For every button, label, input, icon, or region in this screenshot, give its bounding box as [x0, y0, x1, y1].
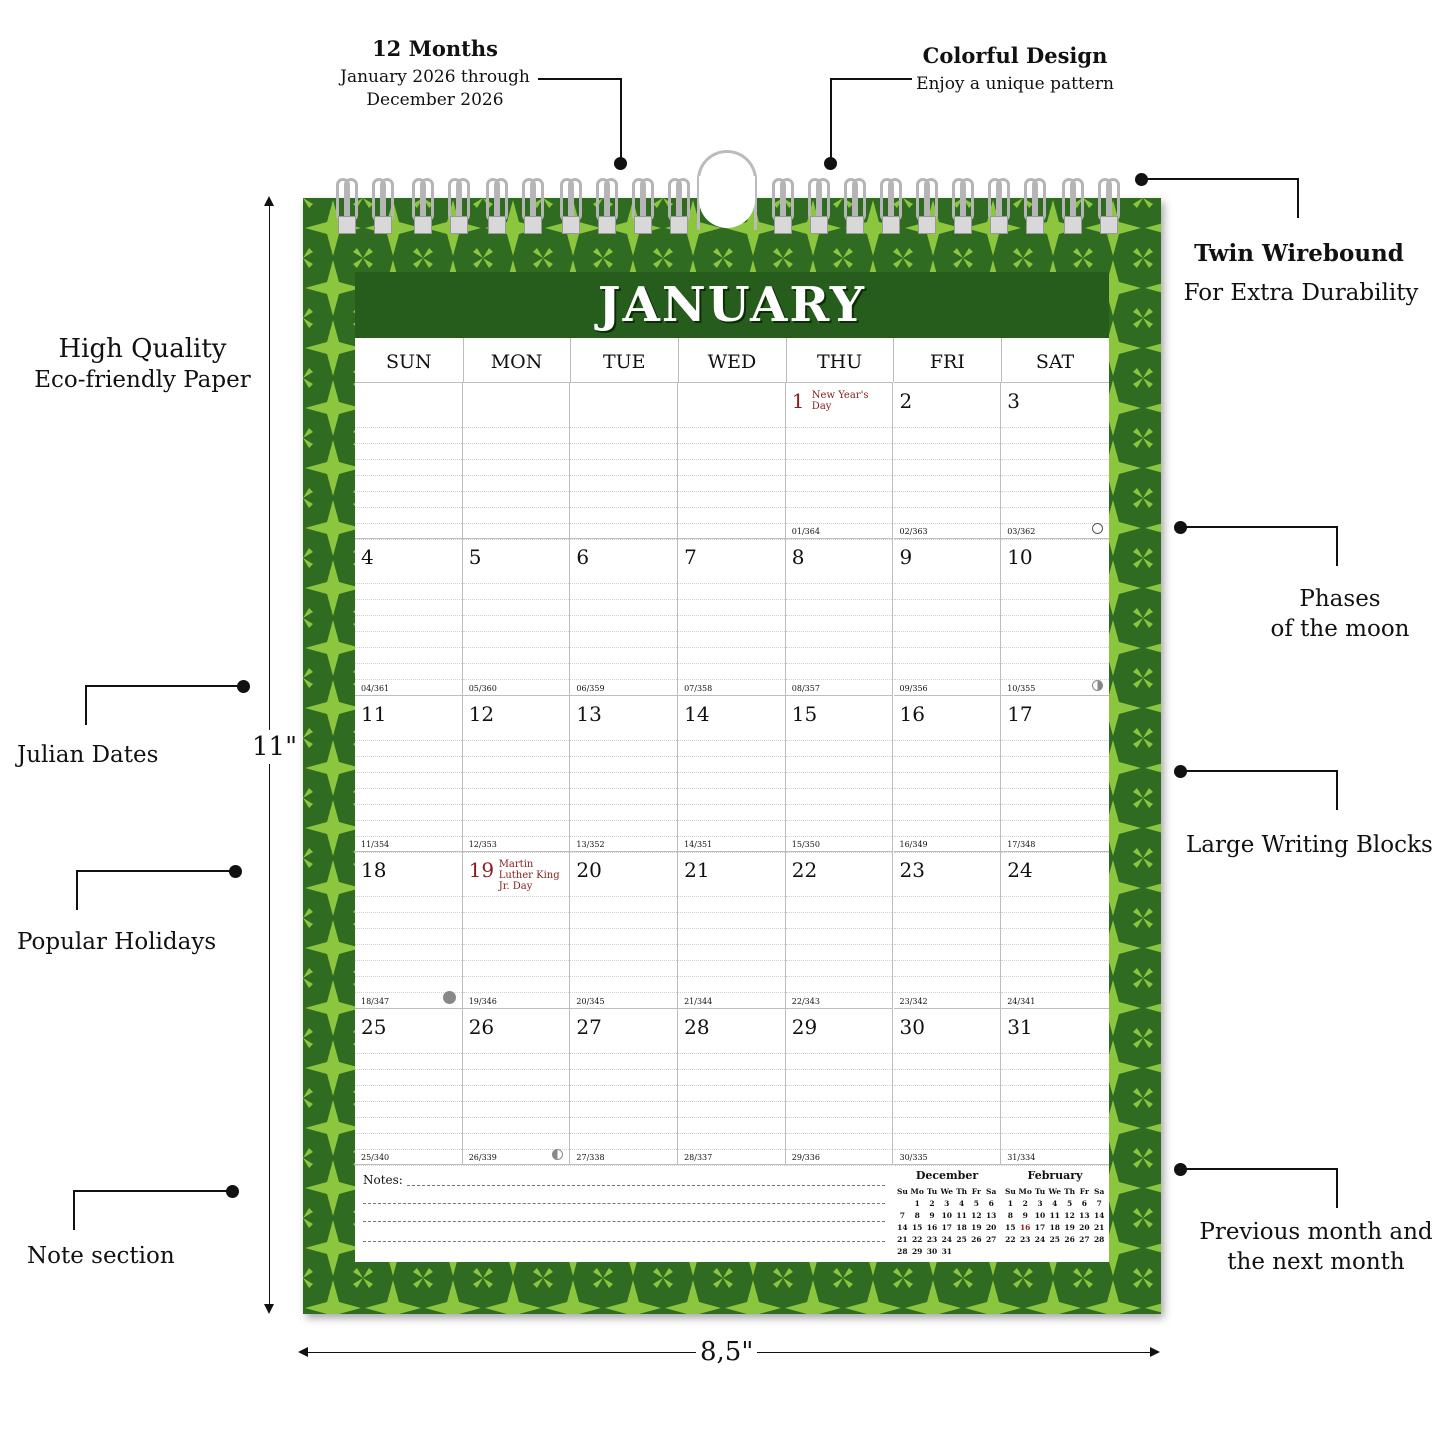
julian-date: 12/353 — [468, 840, 497, 850]
julian-date: 04/361 — [361, 683, 390, 693]
day-number: 30 — [899, 1014, 925, 1039]
day-number: 4 — [361, 545, 374, 570]
prevnext-callout-1: Previous month and — [1199, 1219, 1433, 1245]
moon-phase-icon — [1092, 680, 1103, 691]
julian-date: 24/341 — [1007, 996, 1036, 1006]
julian-date: 29/336 — [791, 1152, 820, 1162]
day-header-thu: THU — [786, 338, 895, 382]
moon-callout-1: Phases — [1299, 586, 1381, 612]
day-number: 3 — [1007, 389, 1020, 413]
moon-phase-icon — [552, 1149, 563, 1160]
day-cell[interactable] — [463, 1008, 571, 1164]
wall-calendar — [303, 198, 1161, 1314]
day-cell[interactable] — [463, 695, 571, 851]
day-cell[interactable] — [894, 695, 1002, 851]
month-title: JANUARY — [597, 277, 867, 333]
day-number: 17 — [1007, 701, 1033, 726]
day-number: 16 — [899, 701, 925, 726]
day-cell[interactable] — [570, 538, 678, 694]
julian-date: 10/355 — [1007, 683, 1036, 693]
julian-date: 31/334 — [1007, 1152, 1036, 1162]
julian-date: 30/335 — [899, 1152, 928, 1162]
julian-date: 09/356 — [899, 683, 928, 693]
day-header-sun: SUN — [355, 338, 464, 382]
day-cell[interactable] — [894, 851, 1002, 1007]
note-callout: Note section — [27, 1243, 175, 1269]
day-header-sat: SAT — [1035, 351, 1075, 373]
day-cell[interactable] — [463, 538, 571, 694]
day-cell[interactable] — [570, 851, 678, 1007]
moon-callout-2: of the moon — [1270, 616, 1410, 642]
julian-date: 02/363 — [899, 527, 928, 537]
day-cell[interactable] — [1001, 695, 1109, 851]
day-number: 28 — [684, 1014, 710, 1039]
julian-date: 19/346 — [468, 996, 497, 1006]
day-cell[interactable] — [355, 851, 463, 1007]
day-number: 9 — [899, 545, 913, 570]
julian-date: 07/358 — [684, 683, 713, 693]
day-header-mon: MON — [463, 338, 572, 382]
day-number: 6 — [576, 545, 590, 570]
julian-date: 05/360 — [468, 683, 497, 693]
julian-date: 27/338 — [576, 1152, 605, 1162]
day-cell[interactable] — [678, 1008, 786, 1164]
day-cell[interactable] — [894, 382, 1002, 538]
writing-callout: Large Writing Blocks — [1186, 832, 1433, 858]
day-cell[interactable] — [786, 695, 894, 851]
day-number: 13 — [576, 701, 602, 726]
day-cell[interactable] — [678, 695, 786, 851]
day-number: 22 — [791, 858, 818, 883]
moon-phase-icon — [443, 991, 456, 1004]
day-number: 21 — [684, 858, 710, 883]
day-cell[interactable] — [894, 538, 1002, 694]
day-number: 15 — [791, 701, 818, 726]
day-cell[interactable] — [1001, 538, 1109, 694]
day-cell[interactable] — [355, 1008, 463, 1164]
width-label: 8,5" — [696, 1337, 757, 1367]
julian-date: 21/344 — [684, 996, 713, 1006]
day-cell[interactable] — [1001, 1008, 1109, 1164]
julian-date: 15/350 — [791, 840, 820, 850]
julian-date: 06/359 — [576, 683, 605, 693]
julian-date: 01/364 — [791, 527, 820, 537]
month-banner — [355, 272, 1109, 338]
day-number: 19 — [468, 858, 495, 883]
julian-date: 23/342 — [899, 996, 928, 1006]
day-cell[interactable] — [678, 538, 786, 694]
day-header-fri: FRI — [894, 338, 1003, 382]
mini-calendar-february: February Su Mo Tu We Th Fr Sa 1 2 3 4 5 6 7 8 9 10 11 12 13 14 15 16 17 18 19 20 21 22 23 24 25 26 27 28 — [1004, 1169, 1105, 1244]
day-number: 12 — [468, 701, 495, 726]
julian-date: 25/340 — [361, 1152, 390, 1162]
day-number: 14 — [684, 701, 710, 726]
julian-date: 03/362 — [1007, 527, 1036, 537]
paper-callout-title: High Quality — [58, 334, 227, 364]
calendar-sheet — [355, 338, 1109, 1262]
holidays-callout: Popular Holidays — [17, 929, 217, 955]
day-number: 11 — [361, 701, 387, 726]
julian-date: 13/352 — [576, 840, 605, 850]
day-cell[interactable] — [678, 851, 786, 1007]
day-cell[interactable] — [1001, 382, 1109, 538]
holiday-name: New Year's Day — [811, 390, 869, 412]
day-cell[interactable] — [570, 695, 678, 851]
day-header-tue: TUE — [570, 338, 679, 382]
day-cell[interactable] — [355, 695, 463, 851]
day-number: 2 — [899, 389, 913, 413]
day-cell[interactable] — [786, 538, 894, 694]
julian-callout: Julian Dates — [17, 742, 159, 768]
day-cell[interactable] — [463, 851, 571, 1007]
months-callout-sub2: December 2026 — [366, 90, 504, 110]
day-cell[interactable] — [355, 538, 463, 694]
day-number: 18 — [361, 858, 387, 883]
day-number: 25 — [361, 1014, 387, 1039]
wire-callout-title: Twin Wirebound — [1194, 240, 1404, 267]
design-callout-sub: Enjoy a unique pattern — [916, 74, 1114, 94]
day-cell[interactable] — [786, 851, 894, 1007]
day-number: 24 — [1007, 858, 1033, 883]
day-cell[interactable] — [678, 382, 786, 538]
julian-date: 26/339 — [468, 1152, 497, 1162]
months-callout-title: 12 Months — [372, 36, 498, 61]
months-callout-sub1: January 2026 through — [340, 67, 530, 87]
day-number: 27 — [576, 1014, 602, 1039]
julian-date: 14/351 — [684, 840, 713, 850]
julian-date: 16/349 — [899, 840, 928, 850]
julian-date: 22/343 — [791, 996, 820, 1006]
notes-label: Notes: — [363, 1173, 403, 1187]
moon-phase-icon — [1092, 523, 1103, 534]
design-callout-title: Colorful Design — [922, 43, 1108, 68]
julian-date: 08/357 — [791, 683, 820, 693]
day-number: 31 — [1007, 1014, 1033, 1039]
julian-date: 20/345 — [576, 996, 605, 1006]
prevnext-callout-2: the next month — [1227, 1249, 1405, 1275]
wire-callout-sub: For Extra Durability — [1183, 280, 1419, 306]
day-number: 10 — [1007, 545, 1033, 570]
day-cell[interactable] — [570, 382, 678, 538]
day-cell[interactable] — [894, 1008, 1002, 1164]
day-number: 5 — [468, 545, 482, 570]
mini-calendar-december: December Su Mo Tu We Th Fr Sa 1 2 3 4 5 6 7 8 9 10 11 12 13 14 15 16 17 18 19 20 21 22 23 24 25 26 27 28 29 30 31 — [896, 1169, 997, 1256]
julian-date: 17/348 — [1007, 840, 1036, 850]
day-cell[interactable] — [786, 382, 894, 538]
day-number: 1 — [791, 389, 805, 413]
day-number: 7 — [684, 545, 697, 570]
day-cell[interactable] — [463, 382, 571, 538]
day-number: 26 — [468, 1014, 495, 1039]
day-number: 8 — [791, 545, 805, 570]
day-number: 20 — [576, 858, 602, 883]
julian-date: 28/337 — [684, 1152, 713, 1162]
height-label: 11" — [252, 732, 298, 762]
julian-date: 11/354 — [361, 840, 390, 850]
day-cell[interactable] — [570, 1008, 678, 1164]
day-number: 29 — [791, 1014, 818, 1039]
holiday-name: Martin Luther King Jr. Day — [498, 859, 560, 893]
day-number: 23 — [899, 858, 925, 883]
julian-date: 18/347 — [361, 996, 390, 1006]
day-header-wed: WED — [678, 338, 787, 382]
paper-callout-sub: Eco-friendly Paper — [34, 367, 251, 393]
day-cell[interactable] — [1001, 851, 1109, 1007]
day-cell[interactable] — [355, 382, 463, 538]
day-cell[interactable] — [786, 1008, 894, 1164]
notes-section[interactable] — [355, 1164, 1109, 1263]
